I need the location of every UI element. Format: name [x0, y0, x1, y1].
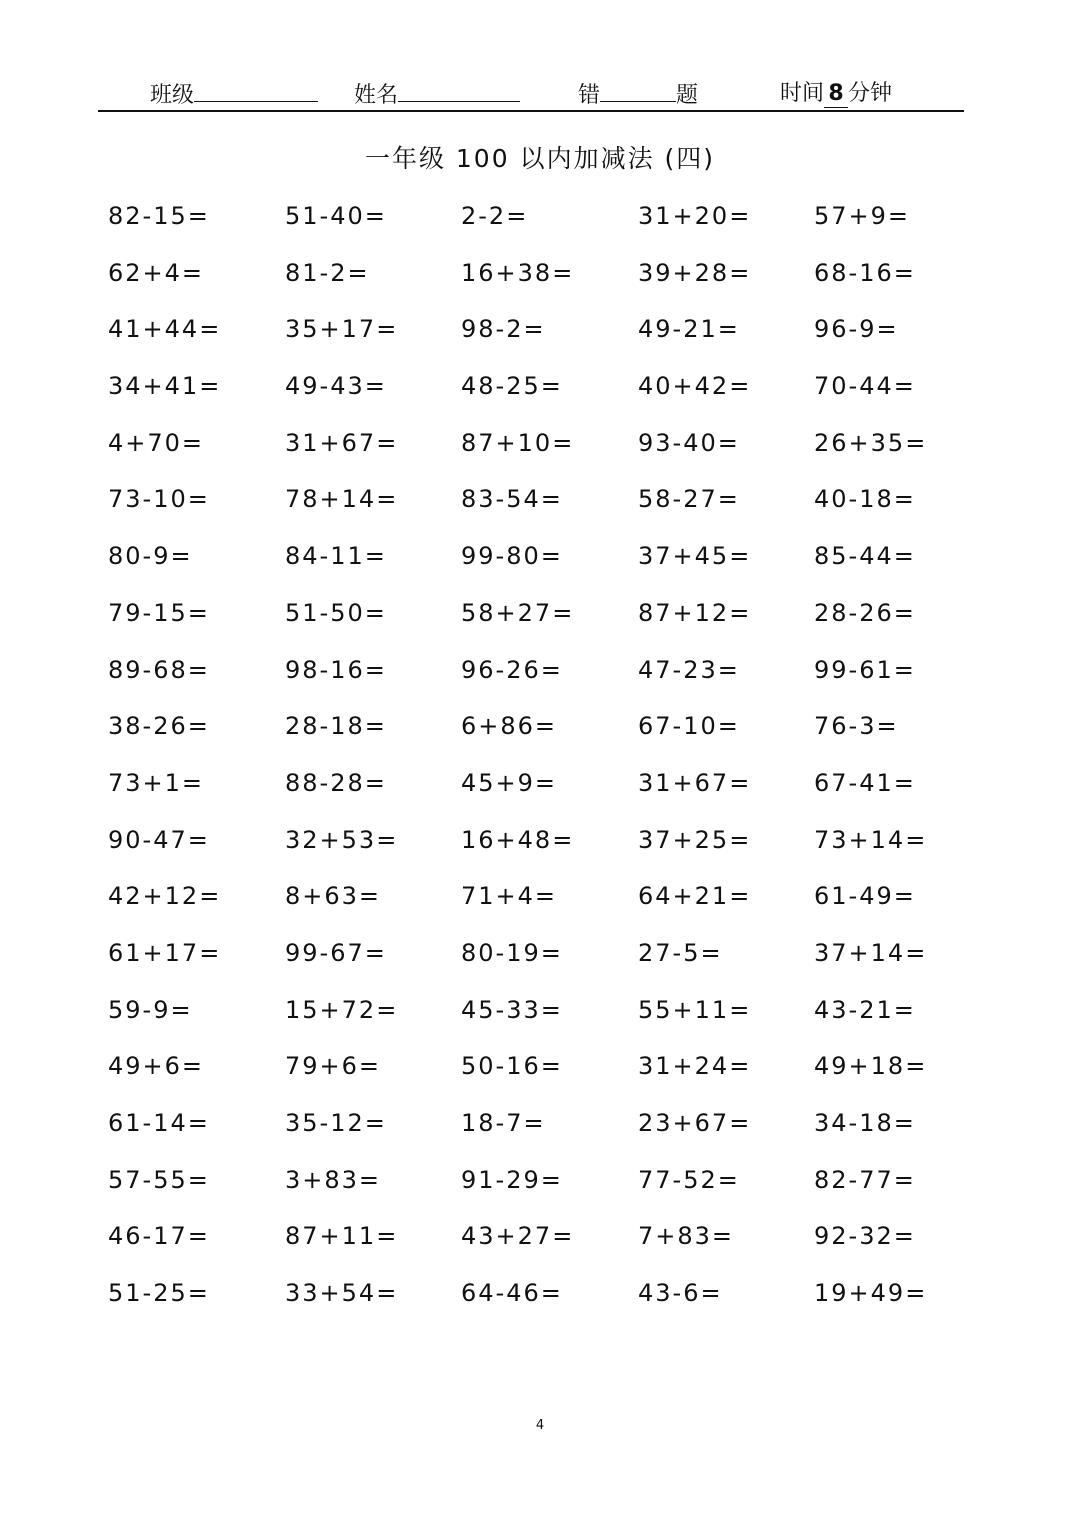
problem-row: [0, 1046, 1080, 1103]
math-problem: 35-12=: [285, 1109, 387, 1137]
problem-row: [0, 820, 1080, 877]
math-problem: 16+38=: [461, 258, 575, 287]
math-problem: 68-16=: [814, 258, 916, 287]
problem-row: [0, 593, 1080, 650]
math-problem: 91-29=: [461, 1165, 563, 1194]
math-problem: 98-16=: [285, 655, 387, 684]
math-problem: 41+44=: [108, 315, 222, 344]
problem-row: [0, 1216, 1080, 1273]
math-problem: 96-26=: [461, 655, 563, 684]
math-problem: 40+42=: [638, 372, 752, 401]
problem-row: [0, 876, 1080, 933]
math-problem: 84-11=: [285, 542, 387, 571]
math-problem: 23+67=: [638, 1109, 752, 1137]
math-problem: 31+24=: [638, 1052, 752, 1081]
math-problem: 55+11=: [638, 995, 752, 1024]
time-field: [780, 81, 892, 108]
time-label: 时间: [780, 81, 825, 106]
math-problem: 47-23=: [638, 655, 740, 684]
math-problem: 79-15=: [108, 598, 210, 627]
problem-row: [0, 763, 1080, 820]
problem-row: [0, 309, 1080, 366]
math-problem: 49+6=: [108, 1052, 205, 1081]
problem-row: [0, 990, 1080, 1047]
math-problem: 7+83=: [638, 1222, 735, 1251]
math-problem: 61-49=: [814, 882, 916, 911]
math-problem: 80-19=: [461, 938, 563, 967]
math-problem: 51-25=: [108, 1279, 210, 1308]
worksheet-title: 一年级 100 以内加减法 (四): [364, 144, 716, 173]
math-problem: 45+9=: [461, 768, 558, 797]
name-label: 姓名: [354, 83, 399, 108]
math-problem: 46-17=: [108, 1222, 210, 1251]
wrong-suffix: 题: [676, 83, 699, 108]
math-problem: 19+49=: [814, 1279, 928, 1308]
problem-row: [0, 196, 1080, 253]
math-problem: 64-46=: [461, 1279, 563, 1308]
math-problem: 33+54=: [285, 1279, 399, 1308]
math-problem: 34-18=: [814, 1109, 916, 1137]
math-problem: 51-50=: [285, 598, 387, 627]
math-problem: 77-52=: [638, 1165, 740, 1194]
math-problem: 2-2=: [461, 202, 529, 230]
math-problem: 4+70=: [108, 428, 205, 457]
math-problem: 89-68=: [108, 655, 210, 684]
math-problem: 67-41=: [814, 768, 916, 797]
math-problem: 42+12=: [108, 882, 222, 911]
math-problem: 49-43=: [285, 372, 387, 401]
math-problem: 49+18=: [814, 1052, 928, 1081]
math-problem: 45-33=: [461, 995, 563, 1024]
math-problem: 61-14=: [108, 1109, 210, 1137]
math-problem: 32+53=: [285, 825, 399, 854]
math-problem: 98-2=: [461, 315, 546, 344]
math-problem: 59-9=: [108, 995, 193, 1024]
math-problem: 51-40=: [285, 202, 387, 230]
math-problem: 80-9=: [108, 542, 193, 571]
math-problem: 37+45=: [638, 542, 752, 571]
problem-row: [0, 366, 1080, 423]
math-problem: 62+4=: [108, 258, 205, 287]
math-problem: 73+14=: [814, 825, 928, 854]
math-problem: 8+63=: [285, 882, 382, 911]
math-problem: 99-61=: [814, 655, 916, 684]
problem-row: [0, 536, 1080, 593]
math-problem: 78+14=: [285, 485, 399, 514]
math-problem: 49-21=: [638, 315, 740, 344]
math-problem: 43-6=: [638, 1279, 723, 1308]
math-problem: 27-5=: [638, 938, 723, 967]
math-problem: 90-47=: [108, 825, 210, 854]
math-problem: 28-26=: [814, 598, 916, 627]
math-problem: 31+67=: [285, 428, 399, 457]
math-problem: 82-15=: [108, 202, 210, 230]
math-problem: 28-18=: [285, 712, 387, 741]
class-blank[interactable]: [194, 81, 318, 102]
math-problem: 73+1=: [108, 768, 205, 797]
math-problem: 99-80=: [461, 542, 563, 571]
math-problem: 71+4=: [461, 882, 558, 911]
math-problem: 87+11=: [285, 1222, 399, 1251]
math-problem: 31+67=: [638, 768, 752, 797]
page-number: 4: [535, 1418, 545, 1433]
math-problem: 93-40=: [638, 428, 740, 457]
math-problem: 34+41=: [108, 372, 222, 401]
math-problem: 99-67=: [285, 938, 387, 967]
math-problem: 67-10=: [638, 712, 740, 741]
math-problem: 88-28=: [285, 768, 387, 797]
math-problem: 6+86=: [461, 712, 558, 741]
math-problem: 38-26=: [108, 712, 210, 741]
problem-row: [0, 479, 1080, 536]
math-problem: 26+35=: [814, 428, 928, 457]
name-blank[interactable]: [398, 81, 520, 102]
problem-row: [0, 1273, 1080, 1330]
math-problem: 58-27=: [638, 485, 740, 514]
problem-row: [0, 253, 1080, 310]
name-field: [354, 81, 520, 109]
math-problem: 39+28=: [638, 258, 752, 287]
math-problem: 64+21=: [638, 882, 752, 911]
math-problem: 43-21=: [814, 995, 916, 1024]
wrong-count-field: [578, 81, 698, 109]
math-problem: 15+72=: [285, 995, 399, 1024]
math-problem: 61+17=: [108, 938, 222, 967]
math-problem: 82-77=: [814, 1165, 916, 1194]
math-problem: 31+20=: [638, 202, 752, 230]
math-problem: 37+14=: [814, 938, 928, 967]
wrong-label: 错: [578, 83, 601, 108]
time-unit: 分钟: [848, 81, 893, 106]
math-problem: 48-25=: [461, 372, 563, 401]
math-problem: 16+48=: [461, 825, 575, 854]
math-problem: 58+27=: [461, 598, 575, 627]
class-label: 班级: [150, 83, 195, 108]
math-problem: 3+83=: [285, 1165, 382, 1194]
problem-row: [0, 1103, 1080, 1160]
math-problem: 35+17=: [285, 315, 399, 344]
problem-row: [0, 423, 1080, 480]
math-problem: 83-54=: [461, 485, 563, 514]
math-problem: 96-9=: [814, 315, 899, 344]
math-problem: 73-10=: [108, 485, 210, 514]
time-value: 8: [824, 81, 848, 108]
problem-row: [0, 650, 1080, 707]
problem-grid: [0, 196, 1080, 1330]
problem-row: [0, 1160, 1080, 1217]
math-problem: 18-7=: [461, 1109, 546, 1137]
math-problem: 87+10=: [461, 428, 575, 457]
math-problem: 50-16=: [461, 1052, 563, 1081]
math-problem: 76-3=: [814, 712, 899, 741]
math-problem: 57+9=: [814, 202, 911, 230]
math-problem: 40-18=: [814, 485, 916, 514]
math-problem: 37+25=: [638, 825, 752, 854]
problem-row: [0, 933, 1080, 990]
math-problem: 43+27=: [461, 1222, 575, 1251]
wrong-count-blank[interactable]: [600, 81, 676, 102]
math-problem: 92-32=: [814, 1222, 916, 1251]
math-problem: 85-44=: [814, 542, 916, 571]
worksheet-header: [98, 70, 964, 112]
math-problem: 87+12=: [638, 598, 752, 627]
math-problem: 79+6=: [285, 1052, 382, 1081]
math-problem: 81-2=: [285, 258, 370, 287]
problem-row: [0, 706, 1080, 763]
class-field: [150, 81, 318, 109]
math-problem: 57-55=: [108, 1165, 210, 1194]
math-problem: 70-44=: [814, 372, 916, 401]
